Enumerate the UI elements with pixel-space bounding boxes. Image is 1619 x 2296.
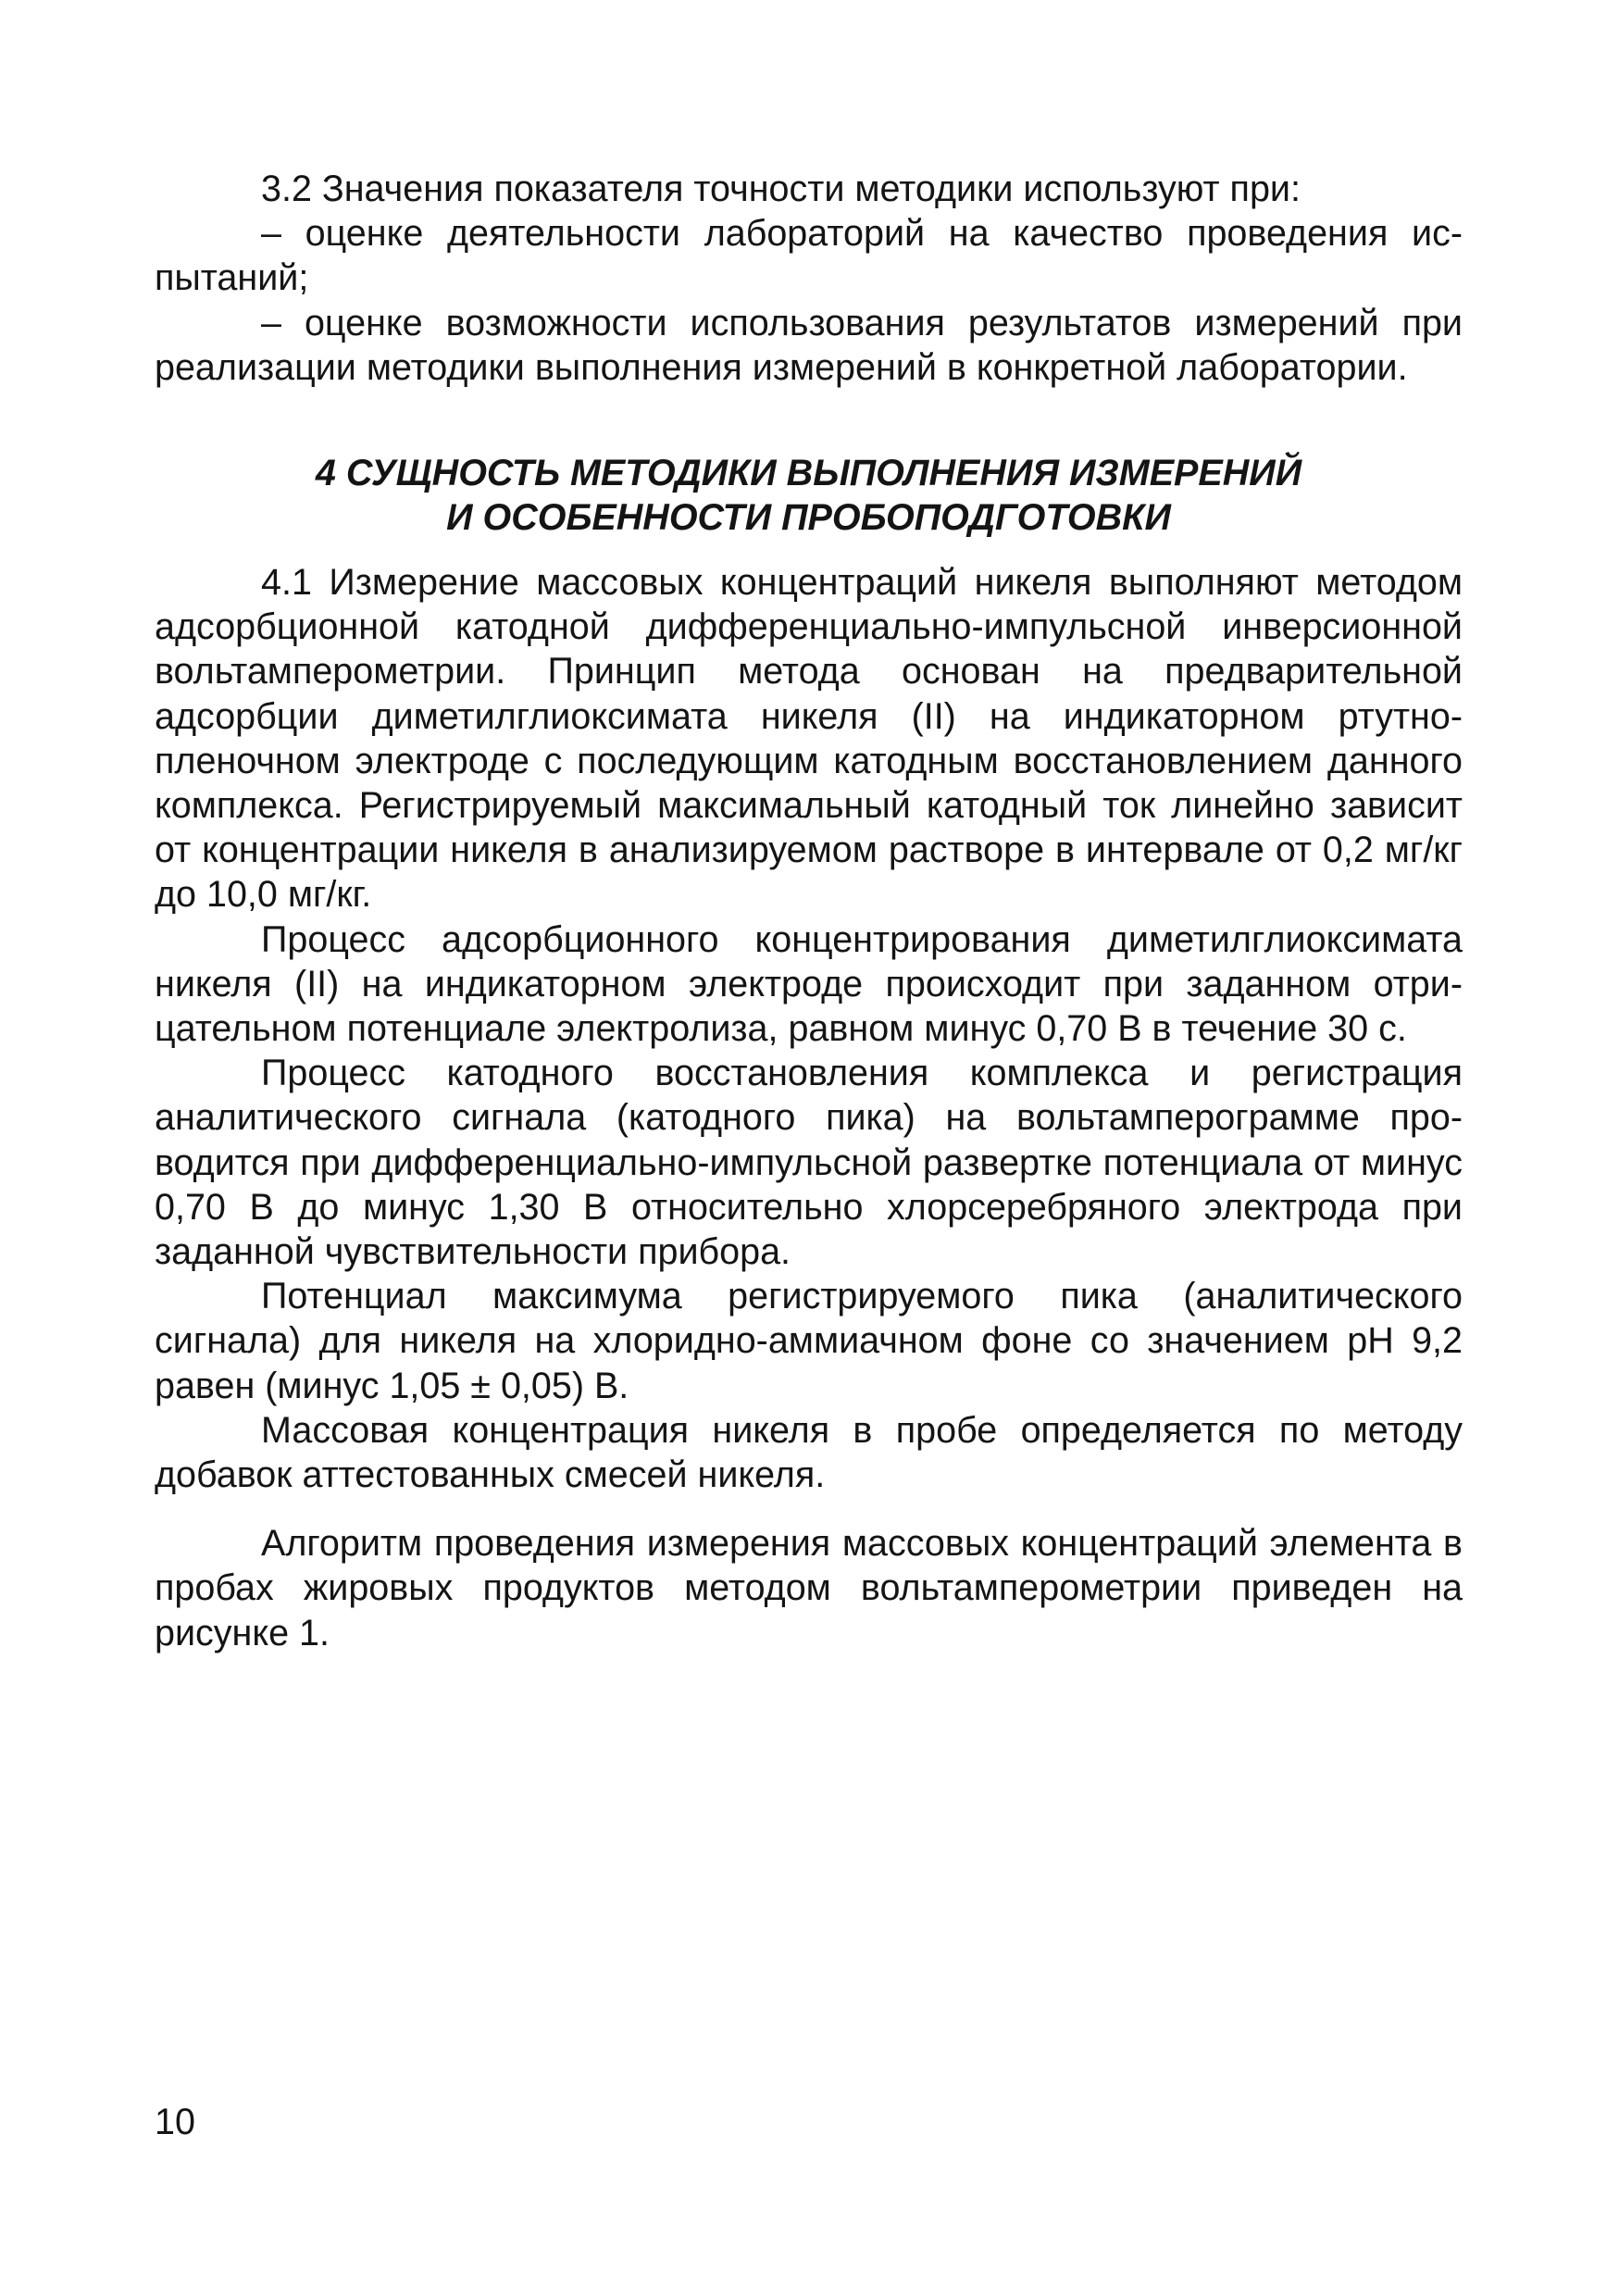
page-number: 10	[155, 2102, 195, 2142]
page-body	[155, 167, 1463, 1655]
paragraph-4-1: 4.1 Измерение массовых концентраций никеля выполняют методом адсорбционной катодной дифференциально-импульсной инверсионной вольтамперометрии. Принцип метода основан на предварительной адсорбции диметилглиоксимата никеля (II) на индикаторном ртутно-пленочном электроде с последующим катодным восстановлением данного комплекса. Регистрируемый максимальный катодный ток линейно зависит от концентрации никеля в анализируемом растворе в интервале от 0,2 мг/кг до 10,0 мг/кг.	[155, 562, 1463, 916]
paragraph-adsorption-process: Процесс адсорбционного концентрирования диметилглиоксимата никеля (II) на индикаторном электроде происходит при заданном отрицательном потенциале электролиза, равном минус 0,70 В в течение 30 с.	[155, 918, 1463, 1050]
section-heading-line-1: 4 СУЩНОСТЬ МЕТОДИКИ ВЫПОЛНЕНИЯ ИЗМЕРЕНИЙ	[315, 453, 1302, 494]
paragraph-cathodic-reduction: Процесс катодного восстановления комплекса и регистрация аналитического сигнала (катодного пика) на вольтамперограмме проводится при дифференциально-импульсной развертке потенциала от минус 0,70 В до минус 1,30 В относительно хлорсеребряного электрода при заданной чувствительности прибора.	[155, 1053, 1463, 1273]
paragraph-3-2: 3.2 Значения показателя точности методики используют при:	[261, 168, 1301, 209]
list-item-results-usage: – оценке возможности использования результатов измерений при реализации методики выполнения измерений в конкретной лаборатории.	[155, 302, 1463, 388]
paragraph-additions-method: Массовая концентрация никеля в пробе определяется по методу добавок аттестованных смесей никеля.	[155, 1409, 1463, 1496]
list-item-lab-assessment: – оценке деятельности лабораторий на качество проведения испытаний;	[155, 213, 1463, 299]
section-4-heading	[155, 451, 1463, 540]
paragraph-peak-potential: Потенциал максимума регистрируемого пика (аналитического сигнала) для никеля на хлоридно-аммиачном фоне со значением рН 9,2 равен (минус 1,05 ± 0,05) В.	[155, 1276, 1463, 1406]
paragraph-algorithm: Алгоритм проведения измерения массовых концентраций элемента в пробах жировых продуктов методом вольтамперометрии приведен на рисунке 1.	[155, 1523, 1463, 1653]
section-heading-line-2: И ОСОБЕННОСТИ ПРОБОПОДГОТОВКИ	[446, 497, 1171, 539]
